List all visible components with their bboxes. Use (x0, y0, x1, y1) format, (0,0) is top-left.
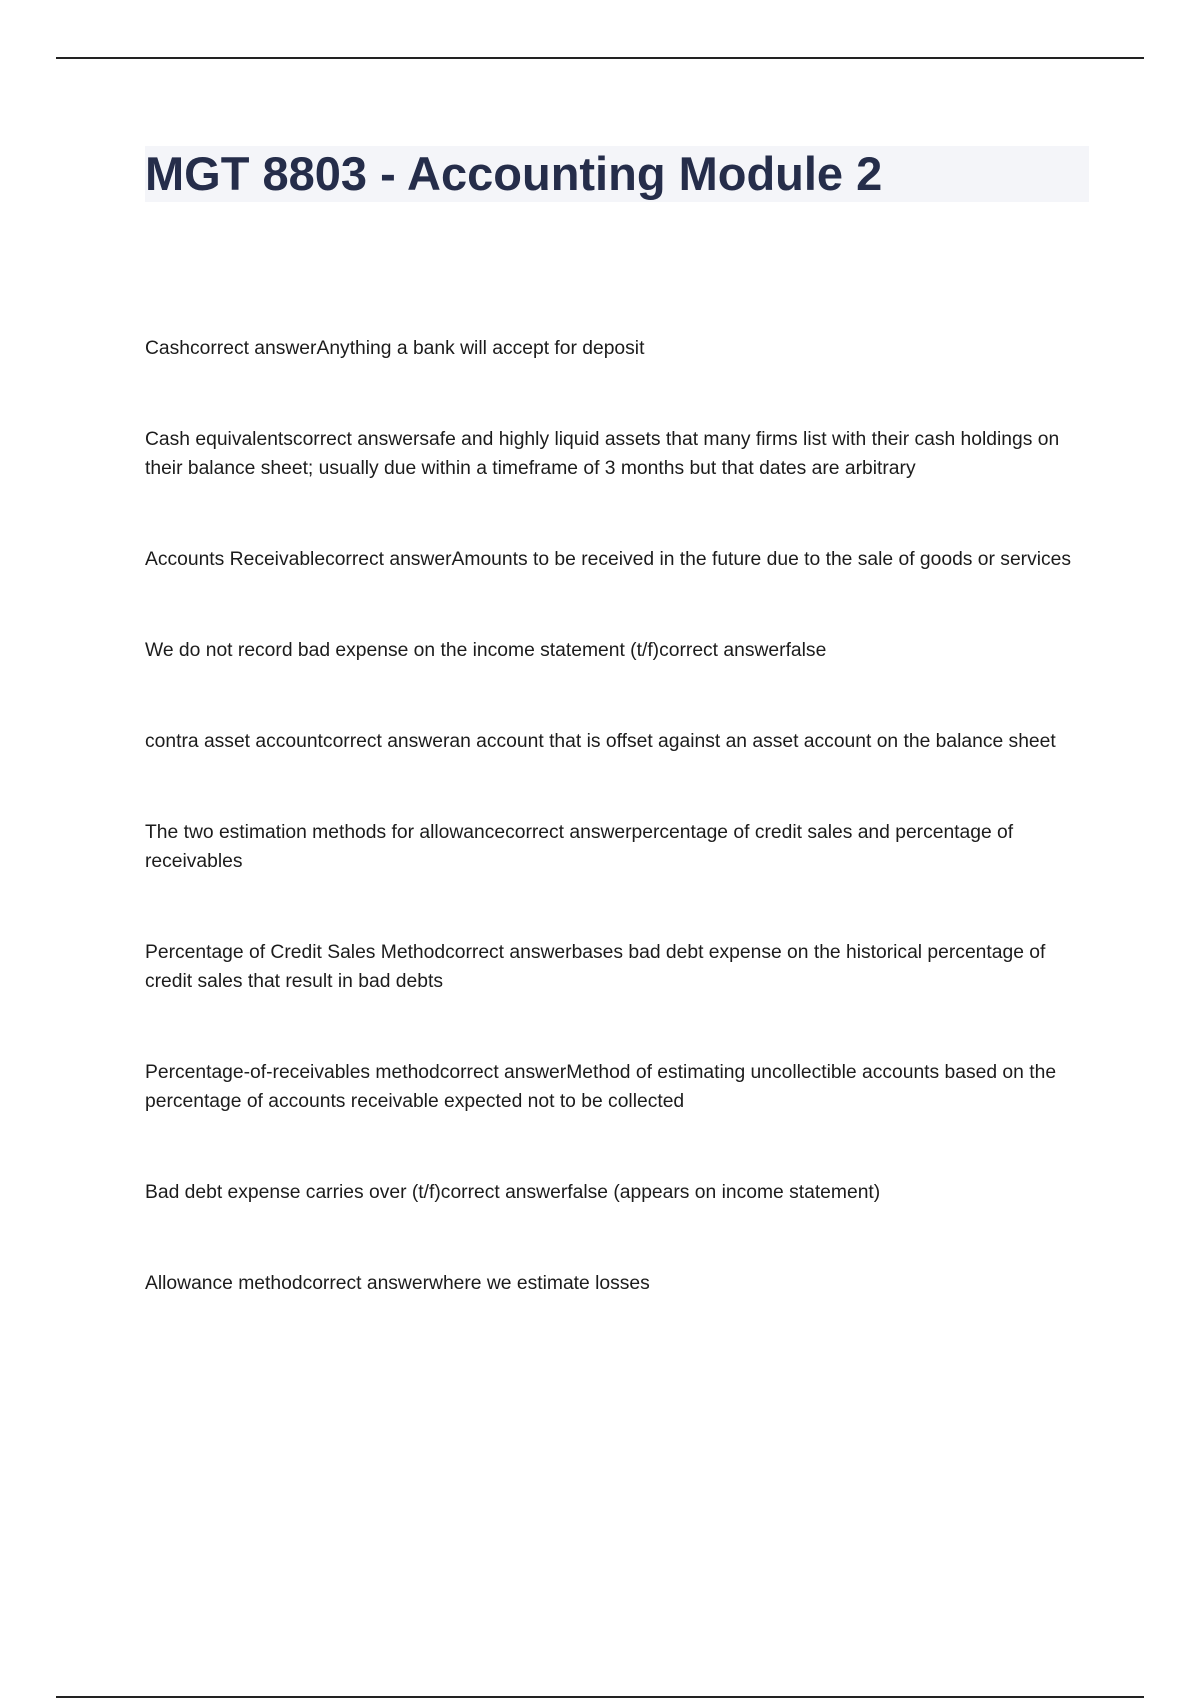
card-separator: correct answer (440, 1182, 568, 1203)
card-term: Cash (145, 338, 191, 359)
flashcard-credit-sales-method (145, 938, 1090, 996)
card-term: Cash equivalents (145, 429, 293, 450)
card-separator: correct answer (445, 942, 572, 963)
card-answer: false (appears on income statement) (567, 1182, 881, 1203)
flashcard-contra-asset (145, 727, 1090, 756)
card-term: Accounts Receivable (145, 549, 326, 570)
card-term: contra asset account (145, 731, 323, 752)
flashcard-list (145, 334, 1090, 1360)
card-term: The two estimation methods for allowance (145, 822, 506, 843)
card-separator: correct answer (325, 549, 452, 570)
flashcard-bad-debt-carryover (145, 1178, 1090, 1207)
card-answer: where we estimate losses (429, 1273, 650, 1294)
card-answer: percentage of credit sales and percentage of receivables (145, 822, 1014, 872)
card-term: Percentage of Credit Sales Method (145, 942, 446, 963)
flashcard-accounts-receivable (145, 545, 1090, 574)
document-title: MGT 8803 - Accounting Module 2 (145, 147, 883, 200)
card-separator: correct answer (322, 731, 450, 752)
card-separator: correct answer (659, 640, 786, 661)
top-rule (56, 57, 1144, 59)
card-answer: Method of estimating uncollectible accounts based on the percentage of accounts receivable expected not to be collected (145, 1062, 1057, 1112)
flashcard-bad-expense-tf (145, 636, 1090, 665)
bottom-rule (56, 1696, 1144, 1698)
card-term: Allowance method (145, 1273, 303, 1294)
card-answer: false (785, 640, 827, 661)
card-separator: correct answer (505, 822, 632, 843)
flashcard-cash-equivalents (145, 425, 1090, 483)
card-term: Percentage-of-receivables method (145, 1062, 440, 1083)
card-term: Bad debt expense carries over (t/f) (145, 1182, 441, 1203)
flashcard-cash (145, 334, 1090, 363)
flashcard-receivables-method (145, 1058, 1090, 1116)
card-separator: correct answer (439, 1062, 567, 1083)
card-answer: bases bad debt expense on the historical percentage of credit sales that result in bad debts (145, 942, 1046, 992)
flashcard-allowance-method (145, 1269, 1090, 1298)
flashcard-estimation-methods (145, 818, 1090, 876)
card-term: We do not record bad expense on the income statement (t/f) (145, 640, 660, 661)
card-separator: correct answer (190, 338, 317, 359)
card-answer: Anything a bank will accept for deposit (316, 338, 645, 359)
card-answer: Amounts to be received in the future due to the sale of goods or services (451, 549, 1072, 570)
card-separator: correct answer (292, 429, 420, 450)
card-answer: safe and highly liquid assets that many firms list with their cash holdings on their balance sheet; usually due within a timeframe of 3 months but that dates are arbitrary (145, 429, 1060, 479)
card-answer: an account that is offset against an asset account on the balance sheet (449, 731, 1056, 752)
card-separator: correct answer (302, 1273, 430, 1294)
